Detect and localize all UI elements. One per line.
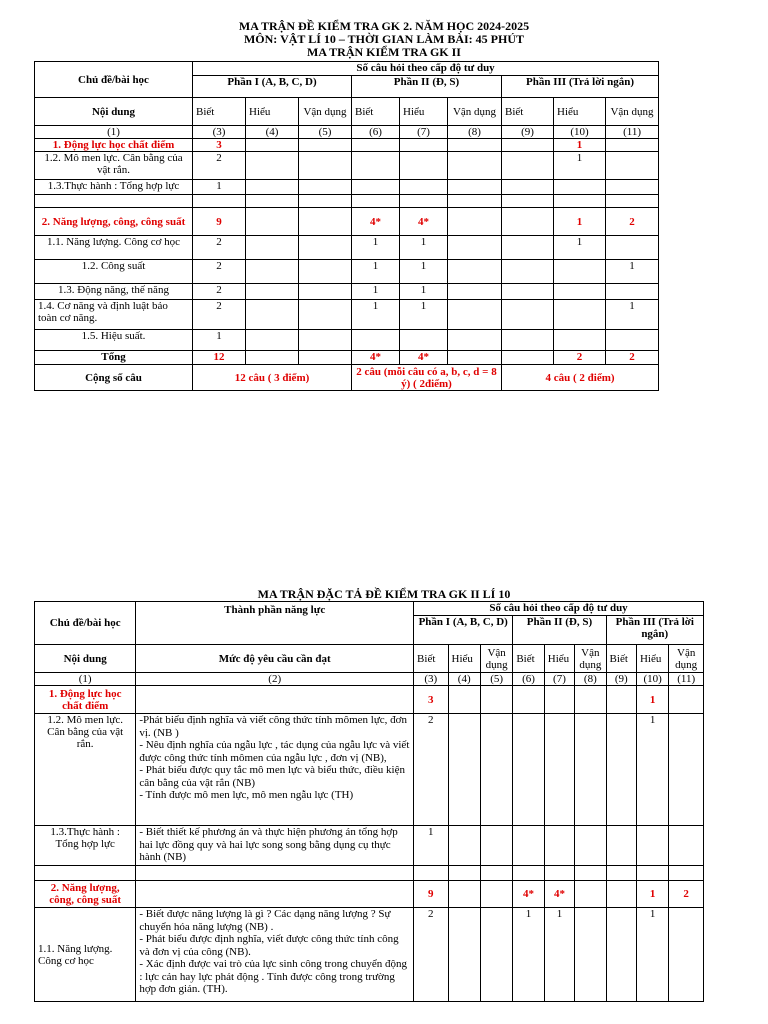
row-value: 1 <box>352 236 400 260</box>
spec-row-topic: 1.1. Năng lượng. Công cơ học <box>35 908 136 1002</box>
row-value: 2 <box>606 208 659 236</box>
spec-row-value <box>448 686 480 714</box>
spec-column-number: (5) <box>480 673 512 686</box>
column-number: (10) <box>554 126 606 139</box>
spec-row-value <box>544 826 574 866</box>
spec-row-value: 1 <box>636 714 668 826</box>
spec-row-value: 3 <box>414 686 448 714</box>
spec-row-topic: 1.2. Mô men lực. Cân bằng của vật rắn. <box>35 714 136 826</box>
row-value <box>554 260 606 284</box>
row-value: 4* <box>400 208 448 236</box>
spec-column-number: (7) <box>544 673 574 686</box>
spec-row-value: 1 <box>636 686 668 714</box>
spec-row-value: 1 <box>513 908 544 1002</box>
row-value <box>554 180 606 195</box>
row-value: 2 <box>193 236 246 260</box>
column-number: (1) <box>35 126 193 139</box>
row-value <box>606 236 659 260</box>
row-value <box>606 180 659 195</box>
table-row <box>35 330 659 351</box>
header-level-know: Biết <box>502 98 554 126</box>
header-level-understand: Hiểu <box>554 98 606 126</box>
spec-header-competency: Thành phần năng lực <box>136 602 414 645</box>
spec-header-content: Nội dung <box>35 645 136 673</box>
row-value <box>352 195 400 208</box>
spec-row-value <box>575 714 606 826</box>
spec-row-value <box>480 826 512 866</box>
row-value <box>299 139 352 152</box>
spec-column-number: (11) <box>669 673 704 686</box>
spec-header-level-apply: Vận dụng <box>575 645 606 673</box>
row-value <box>299 300 352 330</box>
row-value <box>448 139 502 152</box>
row-value <box>299 236 352 260</box>
spec-row-requirement <box>136 866 414 881</box>
row-topic: 1.4. Cơ năng và định luật bảo toàn cơ năng. <box>35 300 193 330</box>
spec-row-value <box>513 714 544 826</box>
spec-table <box>34 601 704 1002</box>
row-value: 1 <box>400 236 448 260</box>
row-value <box>502 284 554 300</box>
row-value: 1 <box>554 139 606 152</box>
column-number: (9) <box>502 126 554 139</box>
matrix-title-line-1: MA TRẬN ĐỀ KIỂM TRA GK 2. NĂM HỌC 2024-2025 <box>238 19 530 33</box>
sum-part3: 4 câu ( 2 điểm) <box>502 365 659 391</box>
spec-title-line: MA TRẬN ĐẶC TẢ ĐỀ KIỂM TRA GK II LÍ 10 <box>257 587 511 601</box>
spec-table-row <box>35 686 704 714</box>
row-value <box>554 284 606 300</box>
spec-row-value <box>448 826 480 866</box>
spec-row-value <box>480 908 512 1002</box>
spec-header-part2: Phần II (Đ, S) <box>513 616 606 645</box>
spec-column-number: (2) <box>136 673 414 686</box>
spec-table-row <box>35 881 704 908</box>
spec-row-value <box>513 686 544 714</box>
spec-row-value <box>636 866 668 881</box>
row-value <box>448 330 502 351</box>
row-value <box>299 195 352 208</box>
spec-row-topic: 1. Động lực học chất điểm <box>35 686 136 714</box>
row-value: 1 <box>352 260 400 284</box>
table-row <box>35 208 659 236</box>
spec-column-number: (3) <box>414 673 448 686</box>
column-number: (7) <box>400 126 448 139</box>
spec-row-value <box>669 866 704 881</box>
row-value: 1 <box>352 300 400 330</box>
spec-row-value <box>575 686 606 714</box>
row-value: 1 <box>606 300 659 330</box>
spec-row-value <box>448 866 480 881</box>
row-value <box>606 195 659 208</box>
row-value <box>246 139 299 152</box>
header-part3: Phần III (Trả lời ngắn) <box>502 76 659 98</box>
row-value: 1 <box>193 180 246 195</box>
spec-row-value <box>480 686 512 714</box>
spec-header-level-know: Biết <box>513 645 544 673</box>
row-value <box>352 180 400 195</box>
row-value: 1 <box>400 260 448 284</box>
column-number: (8) <box>448 126 502 139</box>
total-value <box>502 351 554 365</box>
spec-row-value <box>480 714 512 826</box>
row-value <box>246 236 299 260</box>
row-value <box>352 152 400 180</box>
header-level-know: Biết <box>193 98 246 126</box>
spec-header-level-understand: Hiểu <box>636 645 668 673</box>
spec-row-value <box>606 866 636 881</box>
spec-column-number: (4) <box>448 673 480 686</box>
row-value <box>246 152 299 180</box>
row-value <box>448 195 502 208</box>
table-row <box>35 180 659 195</box>
table-row <box>35 139 659 152</box>
row-value <box>299 208 352 236</box>
spec-row-value: 2 <box>669 881 704 908</box>
row-value <box>400 152 448 180</box>
row-value <box>246 195 299 208</box>
spec-row-value: 2 <box>414 908 448 1002</box>
spec-header-level-know: Biết <box>414 645 448 673</box>
row-value <box>448 236 502 260</box>
row-value: 1 <box>554 236 606 260</box>
row-value <box>246 180 299 195</box>
spec-row-topic: 1.3.Thực hành : Tổng hợp lực <box>35 826 136 866</box>
row-topic: 1.1. Năng lượng. Công cơ học <box>35 236 193 260</box>
row-value <box>352 330 400 351</box>
spec-row-value <box>448 714 480 826</box>
row-value <box>502 236 554 260</box>
row-value <box>554 300 606 330</box>
row-value <box>554 195 606 208</box>
spec-row-value <box>606 826 636 866</box>
row-value <box>448 208 502 236</box>
table-row <box>35 195 659 208</box>
row-topic: 1.5. Hiệu suất. <box>35 330 193 351</box>
spec-row-value <box>480 866 512 881</box>
row-value <box>448 284 502 300</box>
row-value <box>502 139 554 152</box>
row-value: 1 <box>400 284 448 300</box>
table-row <box>35 236 659 260</box>
row-value <box>400 180 448 195</box>
table-row <box>35 152 659 180</box>
table-row <box>35 284 659 300</box>
header-content: Nội dung <box>35 98 193 126</box>
row-value <box>299 152 352 180</box>
header-level-apply: Vận dụng <box>448 98 502 126</box>
spec-header-topic: Chủ đề/bài học <box>35 602 136 645</box>
spec-table-row <box>35 826 704 866</box>
row-value <box>448 260 502 284</box>
row-value <box>246 284 299 300</box>
spec-row-topic: 2. Năng lượng, công, công suất <box>35 881 136 908</box>
row-topic: 1. Động lực học chất điểm <box>35 139 193 152</box>
spec-row-value: 1 <box>636 908 668 1002</box>
matrix-title <box>34 20 734 59</box>
row-value <box>246 208 299 236</box>
header-part1: Phần I (A, B, C, D) <box>193 76 352 98</box>
row-value: 2 <box>193 300 246 330</box>
spec-row-value <box>414 866 448 881</box>
spec-row-requirement <box>136 686 414 714</box>
spec-row-requirement: - Biết được năng lượng là gì ? Các dạng năng lượng ? Sự chuyển hóa năng lượng (NB) . - Phát biểu được định nghĩa, viết được công thức tính công và đơn vị của công (NB). - Xác định được vai trò của lực sinh công trong chuyển động : lực cản hay lực phát động . Tính được công trong trường hợp đơn giản. (TH). <box>136 908 414 1002</box>
row-value: 1 <box>400 300 448 330</box>
spec-header-part3: Phần III (Trả lời ngắn) <box>606 616 703 645</box>
row-value <box>299 180 352 195</box>
column-number: (5) <box>299 126 352 139</box>
spec-title <box>34 588 734 601</box>
header-topic: Chủ đề/bài học <box>35 62 193 98</box>
spec-column-number: (9) <box>606 673 636 686</box>
row-value <box>400 195 448 208</box>
row-topic: 1.3.Thực hành : Tổng hợp lực <box>35 180 193 195</box>
spec-table-row <box>35 714 704 826</box>
row-value <box>554 330 606 351</box>
spec-row-value <box>448 881 480 908</box>
spec-row-value <box>669 908 704 1002</box>
row-value: 1 <box>554 152 606 180</box>
spec-row-value <box>575 908 606 1002</box>
row-value <box>502 300 554 330</box>
spec-row-value <box>669 826 704 866</box>
table-row <box>35 300 659 330</box>
spec-row-value: 1 <box>544 908 574 1002</box>
spec-header-level-apply: Vận dụng <box>480 645 512 673</box>
spec-header-group: Số câu hỏi theo cấp độ tư duy <box>414 602 704 616</box>
spec-row-requirement <box>136 881 414 908</box>
row-value <box>502 195 554 208</box>
spec-row-requirement: -Phát biểu định nghĩa và viết công thức tính mômen lực, đơn vị. (NB ) - Nêu định nghĩa của ngẫu lực , tác dụng của ngẫu lực và viết được công thức tính mômen của ngẫu lực , đơn vị (NB), - Phát biểu được quy tắc mô men lực và biểu thức, điều kiện cân bằng của vật rắn (NB) - Tính được mô men lực, mô men ngẫu lực (TH) <box>136 714 414 826</box>
spec-row-value <box>606 686 636 714</box>
spec-table-row <box>35 908 704 1002</box>
row-value <box>502 330 554 351</box>
matrix-title-line-3: MA TRẬN KIỂM TRA GK II <box>307 45 461 59</box>
column-number: (3) <box>193 126 246 139</box>
spec-table-row <box>35 866 704 881</box>
row-value <box>448 300 502 330</box>
row-topic: 1.3. Động năng, thế năng <box>35 284 193 300</box>
row-value: 2 <box>193 260 246 284</box>
spec-column-number: (6) <box>513 673 544 686</box>
header-level-understand: Hiểu <box>400 98 448 126</box>
row-value: 1 <box>193 330 246 351</box>
header-level-apply: Vận dụng <box>606 98 659 126</box>
spec-row-value <box>606 881 636 908</box>
column-number: (6) <box>352 126 400 139</box>
row-value: 2 <box>193 284 246 300</box>
spec-row-requirement: - Biết thiết kế phương án và thực hiện phương án tổng hợp hai lực đồng quy và hai lực song song bằng dụng cụ thực hành (NB) <box>136 826 414 866</box>
spec-row-value <box>669 686 704 714</box>
spec-row-value <box>480 881 512 908</box>
row-topic: 2. Năng lượng, công, công suất <box>35 208 193 236</box>
spec-column-number: (1) <box>35 673 136 686</box>
spec-column-number: (8) <box>575 673 606 686</box>
row-value <box>606 330 659 351</box>
row-value <box>193 195 246 208</box>
row-value: 9 <box>193 208 246 236</box>
spec-row-value <box>544 714 574 826</box>
sum-part2: 2 câu (mỗi câu có a, b, c, d = 8 ý) ( 2điểm) <box>352 365 502 391</box>
sum-part1: 12 câu ( 3 điểm) <box>193 365 352 391</box>
row-value: 4* <box>352 208 400 236</box>
row-value <box>246 330 299 351</box>
spec-header-level-understand: Hiểu <box>448 645 480 673</box>
total-value <box>246 351 299 365</box>
row-topic: 1.2. Công suất <box>35 260 193 284</box>
row-value <box>246 260 299 284</box>
total-value: 4* <box>400 351 448 365</box>
spec-row-value <box>606 714 636 826</box>
row-value: 1 <box>352 284 400 300</box>
column-number: (11) <box>606 126 659 139</box>
spec-row-value <box>513 826 544 866</box>
spec-header-level-understand: Hiểu <box>544 645 574 673</box>
total-value: 4* <box>352 351 400 365</box>
total-value: 12 <box>193 351 246 365</box>
sum-label: Cộng số câu <box>35 365 193 391</box>
row-value <box>606 284 659 300</box>
row-value <box>299 330 352 351</box>
row-value <box>299 284 352 300</box>
row-value: 3 <box>193 139 246 152</box>
spec-header-level-know: Biết <box>606 645 636 673</box>
total-value <box>448 351 502 365</box>
matrix-title-line-2: MÔN: VẬT LÍ 10 – THỜI GIAN LÀM BÀI: 45 PHÚT <box>243 32 525 46</box>
row-topic: 1.2. Mô men lực. Cân bằng của vật rắn. <box>35 152 193 180</box>
header-level-understand: Hiểu <box>246 98 299 126</box>
spec-row-value <box>513 866 544 881</box>
row-value: 2 <box>193 152 246 180</box>
row-value <box>606 139 659 152</box>
spec-row-value: 1 <box>636 881 668 908</box>
spec-header-requirement: Mức độ yêu cầu cần đạt <box>136 645 414 673</box>
spec-row-value: 2 <box>414 714 448 826</box>
total-value <box>299 351 352 365</box>
spec-header-level-apply: Vận dụng <box>669 645 704 673</box>
total-value: 2 <box>606 351 659 365</box>
total-value: 2 <box>554 351 606 365</box>
row-value <box>606 152 659 180</box>
table-row <box>35 260 659 284</box>
row-value <box>448 180 502 195</box>
spec-row-value <box>448 908 480 1002</box>
row-value <box>502 260 554 284</box>
spec-row-value: 4* <box>513 881 544 908</box>
column-number: (4) <box>246 126 299 139</box>
spec-column-number: (10) <box>636 673 668 686</box>
spec-row-value: 9 <box>414 881 448 908</box>
row-value <box>502 152 554 180</box>
spec-row-value <box>544 866 574 881</box>
spec-row-value <box>544 686 574 714</box>
total-label: Tổng <box>35 351 193 365</box>
row-value <box>299 260 352 284</box>
row-value <box>400 139 448 152</box>
matrix-table <box>34 61 659 391</box>
row-value: 1 <box>606 260 659 284</box>
row-value <box>246 300 299 330</box>
header-part2: Phần II (Đ, S) <box>352 76 502 98</box>
spec-row-value <box>575 826 606 866</box>
row-value <box>400 330 448 351</box>
header-group: Số câu hỏi theo cấp độ tư duy <box>193 62 659 76</box>
row-value <box>448 152 502 180</box>
row-value <box>502 180 554 195</box>
spec-row-value: 1 <box>414 826 448 866</box>
row-value <box>352 139 400 152</box>
spec-row-value: 4* <box>544 881 574 908</box>
row-value <box>502 208 554 236</box>
spec-row-topic <box>35 866 136 881</box>
header-level-know: Biết <box>352 98 400 126</box>
spec-row-value <box>669 714 704 826</box>
spec-row-value <box>606 908 636 1002</box>
row-value: 1 <box>554 208 606 236</box>
header-level-apply: Vận dụng <box>299 98 352 126</box>
spec-row-value <box>575 881 606 908</box>
spec-header-part1: Phần I (A, B, C, D) <box>414 616 513 645</box>
row-topic <box>35 195 193 208</box>
spec-row-value <box>636 826 668 866</box>
spec-row-value <box>575 866 606 881</box>
